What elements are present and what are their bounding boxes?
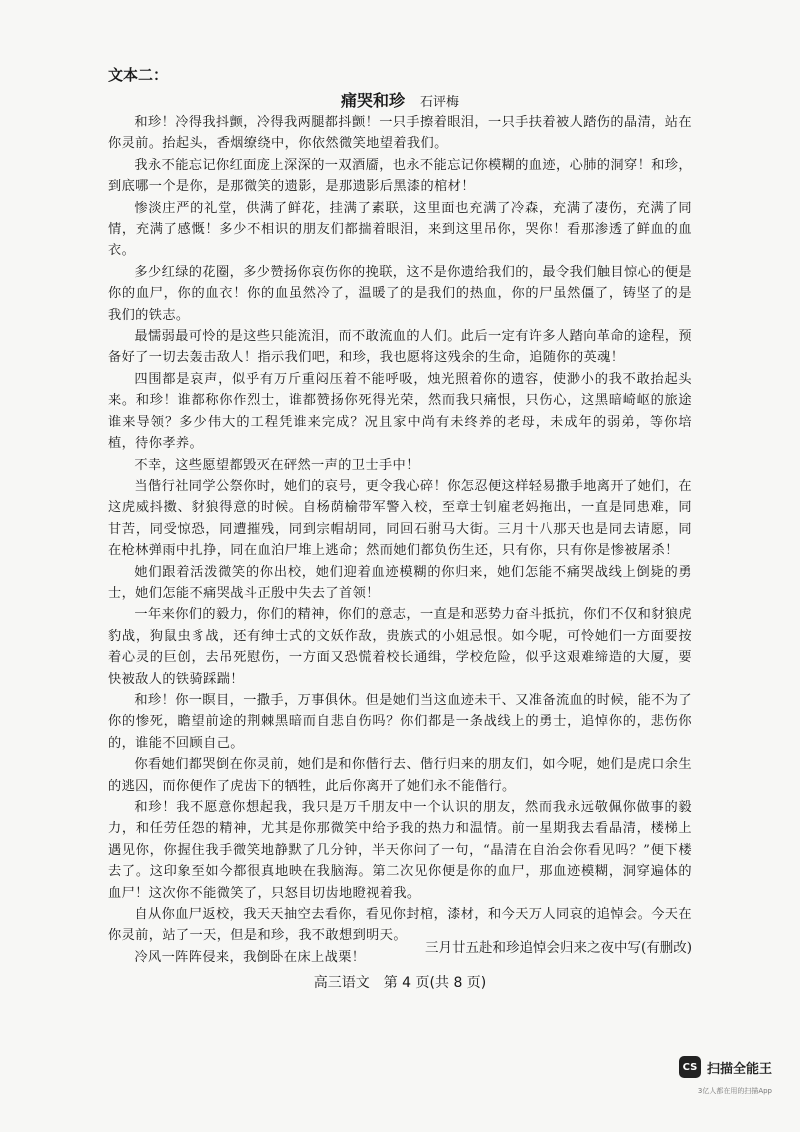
title-row (0, 88, 800, 111)
scanner-tagline: 3亿人都在用的扫描App (697, 1087, 772, 1095)
camscanner-logo-icon: CS (679, 1056, 701, 1078)
article-signature: 三月廿五赴和珍追悼会归来之夜中写(有删改) (424, 940, 692, 956)
paragraph: 她们跟着活泼微笑的你出校，她们迎着血迹模糊的你归来，她们怎能不痛哭战线上倒毙的勇士，她们怎能不痛哭战斗正殷中失去了首领！ (108, 564, 692, 601)
paragraph: 当偕行社同学公祭你时，她们的哀号，更令我心碎！你怎忍便这样轻易撒手地离开了她们，在这虎威抖擞、豺狼得意的时候。自杨荫榆带军警入校，至章士钊雇老妈拖出，一直是同患难，同甘苦，同受惊恐，同遭摧残，同到宗帽胡同，同回石驸马大街。三月十八那天也是同去请愿，同在枪林弹雨中扎挣，同在血泊尸堆上逃命；然而她们都负伤生还，只有你，只有你是惨被屠杀！ (108, 478, 692, 559)
paragraph: 一年来你们的毅力，你们的精神，你们的意志，一直是和恶势力奋斗抵抗，你们不仅和豺狼虎豹战，狗鼠虫豸战，还有绅士式的文妖作敌，贵族式的小姐忌恨。如今呢，可怜她们一方面要按着心灵的巨创，去吊死慰伤，一方面又恐慌着校长通缉，学校危险，似乎这艰难缔造的大厦，要快被敌人的铁骑踩踹！ (108, 607, 692, 687)
paragraph: 和珍！我不愿意你想起我，我只是万千朋友中一个认识的朋友，然而我永远敬佩你做事的毅力，和任劳任怨的精神，尤其是你那微笑中给予我的热力和温情。前一星期我去看晶清，楼梯上遇见你，你握住我手微笑地静默了几分钟，半天你问了一句，“晶清在自治会你看见吗？”便下楼去了。这印象至如今都很真地映在我脑海。第二次见你便是你的血尸，那血迹模糊，洞穿遍体的血尸！这次你不能微笑了，只怒目切齿地瞪视着我。 (108, 800, 692, 901)
scanner-watermark (679, 1056, 772, 1078)
article-body (108, 112, 692, 968)
paragraph: 和珍！你一瞑目，一撒手，万事俱休。但是她们当这血迹未干、又准备流血的时候，能不为了你的惨死，瞻望前途的荆棘黑暗而自悲自伤吗？你们都是一条战线上的勇士，追悼你的，悲伤你的，谁能不回顾自己。 (108, 692, 692, 751)
article-author: 石评梅 (420, 95, 460, 110)
scanner-app-name: 扫描全能王 (706, 1061, 772, 1077)
paragraph: 我永不能忘记你红面庞上深深的一双酒靥，也永不能忘记你模糊的血迹，心肺的洞穿！和珍，到底哪一个是你，是那微笑的遗影，是那遗影后黑漆的棺材！ (108, 157, 692, 195)
paragraph: 自从你血尸返校，我天天抽空去看你，看见你封棺，漆材，和今天万人同哀的追悼会。今天在你灵前，站了一天，但是和珍，我不敢想到明天。 (108, 907, 692, 944)
page-footer: 高三语文 第 4 页(共 8 页) (313, 975, 487, 991)
article-title: 痛哭和珍 (340, 91, 405, 110)
paragraph: 你看她们都哭倒在你灵前，她们是和你偕行去、偕行归来的朋友们，如今呢，她们是虎口余生的逃囚，而你便作了虎齿下的牺牲，此后你离开了她们永不能偕行。 (108, 757, 692, 794)
paragraph: 冷风一阵阵侵来，我倒卧在床上战栗！ (134, 949, 366, 965)
paragraph: 惨淡庄严的礼堂，供满了鲜花，挂满了素联，这里面也充满了冷森，充满了凄伤，充满了同情，充满了感慨！多少不相识的朋友们都揣着眼泪，来到这里吊你，哭你！看那渗透了鲜血的血衣。 (108, 200, 692, 259)
paragraph: 不幸，这些愿望都毁灭在砰然一声的卫士手中！ (134, 457, 420, 473)
paragraph: 和珍！冷得我抖颤，冷得我两腿都抖颤！一只手擦着眼泪，一只手扶着被人踏伤的晶清，站在你灵前。抬起头，香烟缭绕中，你依然微笑地望着我们。 (108, 115, 692, 152)
paragraph: 四围都是哀声，似乎有万斤重闷压着不能呼吸，烛光照着你的遗容，使渺小的我不敢抬起头来。和珍！谁都称你作烈士，谁都赞扬你死得光荣，然而我只痛恨，只伤心，这黑暗崎岖的旅途谁来导领？多少伟大的工程凭谁来完成？况且家中尚有未终养的老母，未成年的弱弟，等你培植，待你孝养。 (108, 371, 692, 452)
paragraph: 最懦弱最可怜的是这些只能流泪，而不敢流血的人们。此后一定有许多人踏向革命的途程，预备好了一切去轰击敌人！指示我们吧，和珍，我也愿将这残余的生命，追随你的英魂！ (108, 329, 692, 366)
section-label: 文本二： (108, 66, 169, 84)
paragraph: 多少红绿的花圈，多少赞扬你哀伤你的挽联，这不是你遗给我们的，最令我们触目惊心的便是你的血尸，你的血衣！你的血虽然冷了，温暖了的是我们的热血，你的尸虽然僵了，铸坚了的是我们的铁志。 (108, 264, 692, 323)
